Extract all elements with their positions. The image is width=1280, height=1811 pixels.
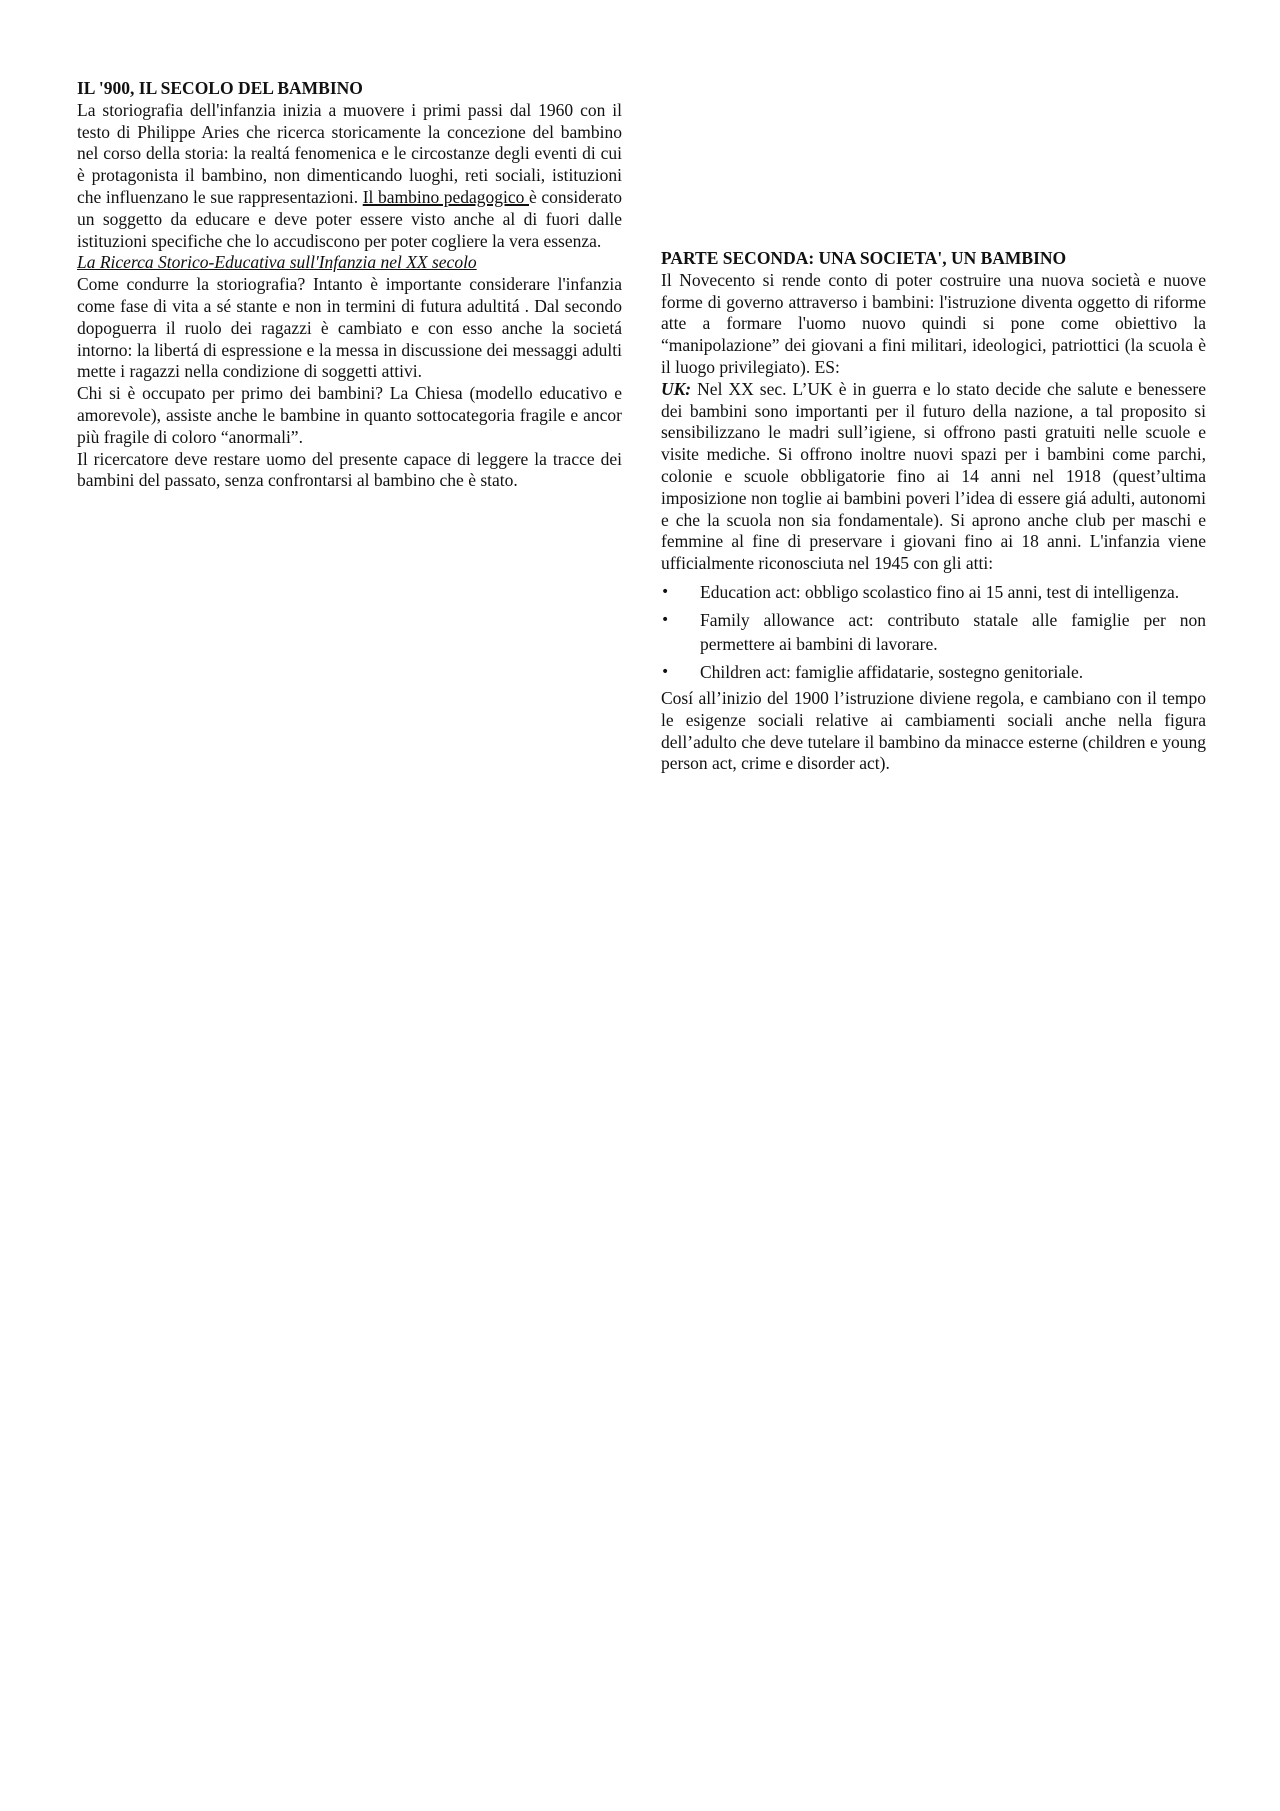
- section-title-left: IL '900, IL SECOLO DEL BAMBINO: [77, 78, 363, 98]
- acts-list: [661, 580, 1206, 684]
- section-subtitle: La Ricerca Storico-Educativa sull'Infanzia nel XX secolo: [77, 252, 477, 273]
- list-item-text: Family allowance act: contributo statale alle famiglie per non permettere ai bambini di lavorare.: [700, 609, 1206, 654]
- paragraph-uk-text: Nel XX sec. L’UK è in guerra e lo stato decide che salute e benessere dei bambini sono importanti per il futuro della nazione, a tal proposito si sensibilizzano le madri sull’igiene, si offrono pasti gratuiti nelle scuole e visite mediche. Si offrono inoltre nuovi spazi per i bambini come parchi, colonie e scuole obbligatorie fino ai 14 anni nel 1918 (quest’ultima imposizione non toglie ai bambini poveri l’idea di essere giá adulti, autonomi e che la scuola non sia fondamentale). Si aprono anche club per maschi e femmine al fine di preservare i giovani fino ai 18 anni. L'infanzia viene ufficialmente riconosciuta nel 1945 con gli atti:: [661, 378, 1206, 574]
- bullet-icon: •: [661, 611, 670, 628]
- list-item: [661, 580, 1206, 604]
- paragraph-intro-text-a: La storiografia dell'infanzia inizia a muovere i primi passi dal 1960 con il testo di Philippe Aries che ricerca storicamente la concezione del bambino nel corso della storia: la realtá fenomenica e le circostanze degli eventi di cui è protagonista il bambino, non dimenticando luoghi, reti sociali, istituzioni che influenzano le sue rappresentazioni.: [77, 99, 622, 207]
- paragraph-researcher: Il ricercatore deve restare uomo del presente capace di leggere la tracce dei bambini del passato, senza confrontarsi al bambino che è stato.: [77, 448, 622, 491]
- bullet-icon: •: [661, 663, 670, 680]
- list-item-text: Education act: obbligo scolastico fino ai 15 anni, test di intelligenza.: [700, 581, 1180, 602]
- paragraph-uk: [661, 379, 1206, 575]
- uk-label: UK:: [661, 378, 692, 399]
- underlined-term: Il bambino pedagogico: [362, 186, 529, 207]
- left-column: [77, 78, 622, 492]
- paragraph-historiography: Come condurre la storiografia? Intanto è importante considerare l'infanzia come fase di vita a sé stante e non in termini di futura adultitá . Dal secondo dopoguerra il ruolo dei ragazzi è cambiato e con esso anche la societá intorno: la libertá di espressione e la messa in discussione dei messaggi adulti mette i ragazzi nella condizione di soggetti attivi.: [77, 274, 622, 382]
- right-column: [661, 248, 1206, 775]
- paragraph-conclusion: Cosí all’inizio del 1900 l’istruzione diviene regola, e cambiano con il tempo le esigenze sociali relative ai cambiamenti sociali anche nella figura dell’adulto che deve tutelare il bambino da minacce esterne (children e young person act, crime e disorder act).: [661, 687, 1206, 774]
- bullet-icon: •: [661, 583, 670, 600]
- paragraph-intro: [77, 100, 622, 253]
- list-item-text: Children act: famiglie affidatarie, sostegno genitoriale.: [700, 661, 1084, 682]
- paragraph-church: Chi si è occupato per primo dei bambini? La Chiesa (modello educativo e amorevole), assiste anche le bambine in quanto sottocategoria fragile e ancor più fragile di coloro “anormali”.: [77, 383, 622, 447]
- list-item: [661, 660, 1206, 684]
- paragraph-novecento: Il Novecento si rende conto di poter costruire una nuova società e nuove forme di governo attraverso i bambini: l'istruzione diventa oggetto di riforme atte a formare l'uomo nuovo quindi si pone come obiettivo la “manipolazione” dei giovani a fini militari, ideologici, patriottici (la scuola è il luogo privilegiato). ES:: [661, 269, 1206, 377]
- paragraph-intro-text-b: è considerato un soggetto da educare e deve poter essere visto anche al di fuori dalle istituzioni specifiche che lo accudiscono per poter cogliere la vera essenza.: [77, 186, 622, 251]
- section-title-right: PARTE SECONDA: UNA SOCIETA', UN BAMBINO: [661, 248, 1067, 268]
- list-item: [661, 608, 1206, 656]
